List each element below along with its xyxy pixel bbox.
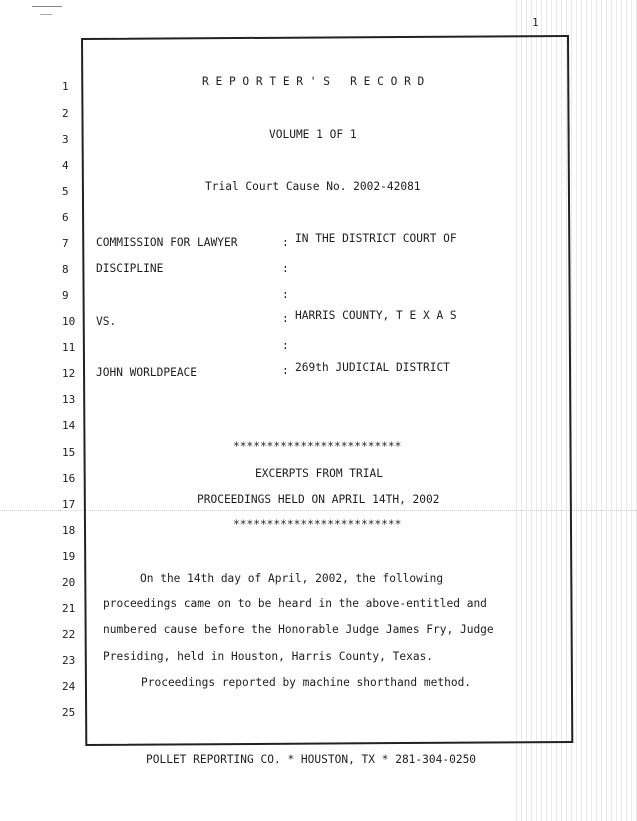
body-line: proceedings came on to be heard in the above-entitled and [103,597,487,610]
line-number: 22 [62,628,76,641]
body-line: Proceedings reported by machine shorthand method. [141,676,472,689]
caption-colon: : [282,288,289,301]
caption-colon: : [282,364,289,377]
line-number: 24 [62,680,76,693]
plaintiff-line1: COMMISSION FOR LAWYER [96,236,238,249]
record-title: R E P O R T E R ' S R E C O R D [202,75,425,88]
body-line: On the 14th day of April, 2002, the following [140,572,444,585]
versus: VS. [96,315,117,328]
line-number: 17 [62,498,76,511]
caption-colon: : [282,312,289,325]
court-name: IN THE DISTRICT COURT OF [295,232,457,245]
line-number: 14 [62,419,76,432]
line-number: 23 [62,654,76,667]
line-number: 18 [62,524,76,537]
page-number: 1 [532,16,539,29]
scan-mark [32,6,62,7]
line-number: 20 [62,576,76,589]
line-number: 11 [62,341,76,354]
line-number: 12 [62,367,76,380]
line-number: 16 [62,472,76,485]
transcript-frame [81,35,573,746]
section-heading: EXCERPTS FROM TRIAL [255,467,383,480]
line-number: 1 [62,80,69,93]
body-line: numbered cause before the Honorable Judge James Fry, Judge [103,623,494,636]
line-number: 8 [62,263,69,276]
line-number: 9 [62,289,69,302]
body-line: Presiding, held in Houston, Harris County, Texas. [103,650,434,663]
line-number: 3 [62,133,69,146]
line-number: 15 [62,446,76,459]
caption-colon: : [282,339,289,352]
star-divider: ************************* [233,518,402,531]
defendant-name: JOHN WORLDPEACE [96,366,198,379]
line-number: 6 [62,211,69,224]
cause-number: Trial Court Cause No. 2002-42081 [205,180,421,193]
line-number: 7 [62,237,69,250]
plaintiff-line2: DISCIPLINE [96,262,164,275]
line-number: 5 [62,185,69,198]
district-name: 269th JUDICIAL DISTRICT [295,361,450,374]
line-number: 2 [62,107,69,120]
line-number: 13 [62,393,76,406]
section-subheading: PROCEEDINGS HELD ON APRIL 14TH, 2002 [197,493,440,506]
line-number: 10 [62,315,76,328]
caption-colon: : [282,262,289,275]
caption-colon: : [282,236,289,249]
volume-label: VOLUME 1 OF 1 [269,128,357,141]
line-number: 19 [62,550,76,563]
line-number: 4 [62,159,69,172]
scan-mark [40,14,52,15]
line-number: 21 [62,602,76,615]
star-divider: ************************* [233,440,402,453]
footer-reporting-company: POLLET REPORTING CO. * HOUSTON, TX * 281-304-0250 [146,753,477,766]
county-name: HARRIS COUNTY, T E X A S [295,309,457,322]
line-number: 25 [62,706,76,719]
